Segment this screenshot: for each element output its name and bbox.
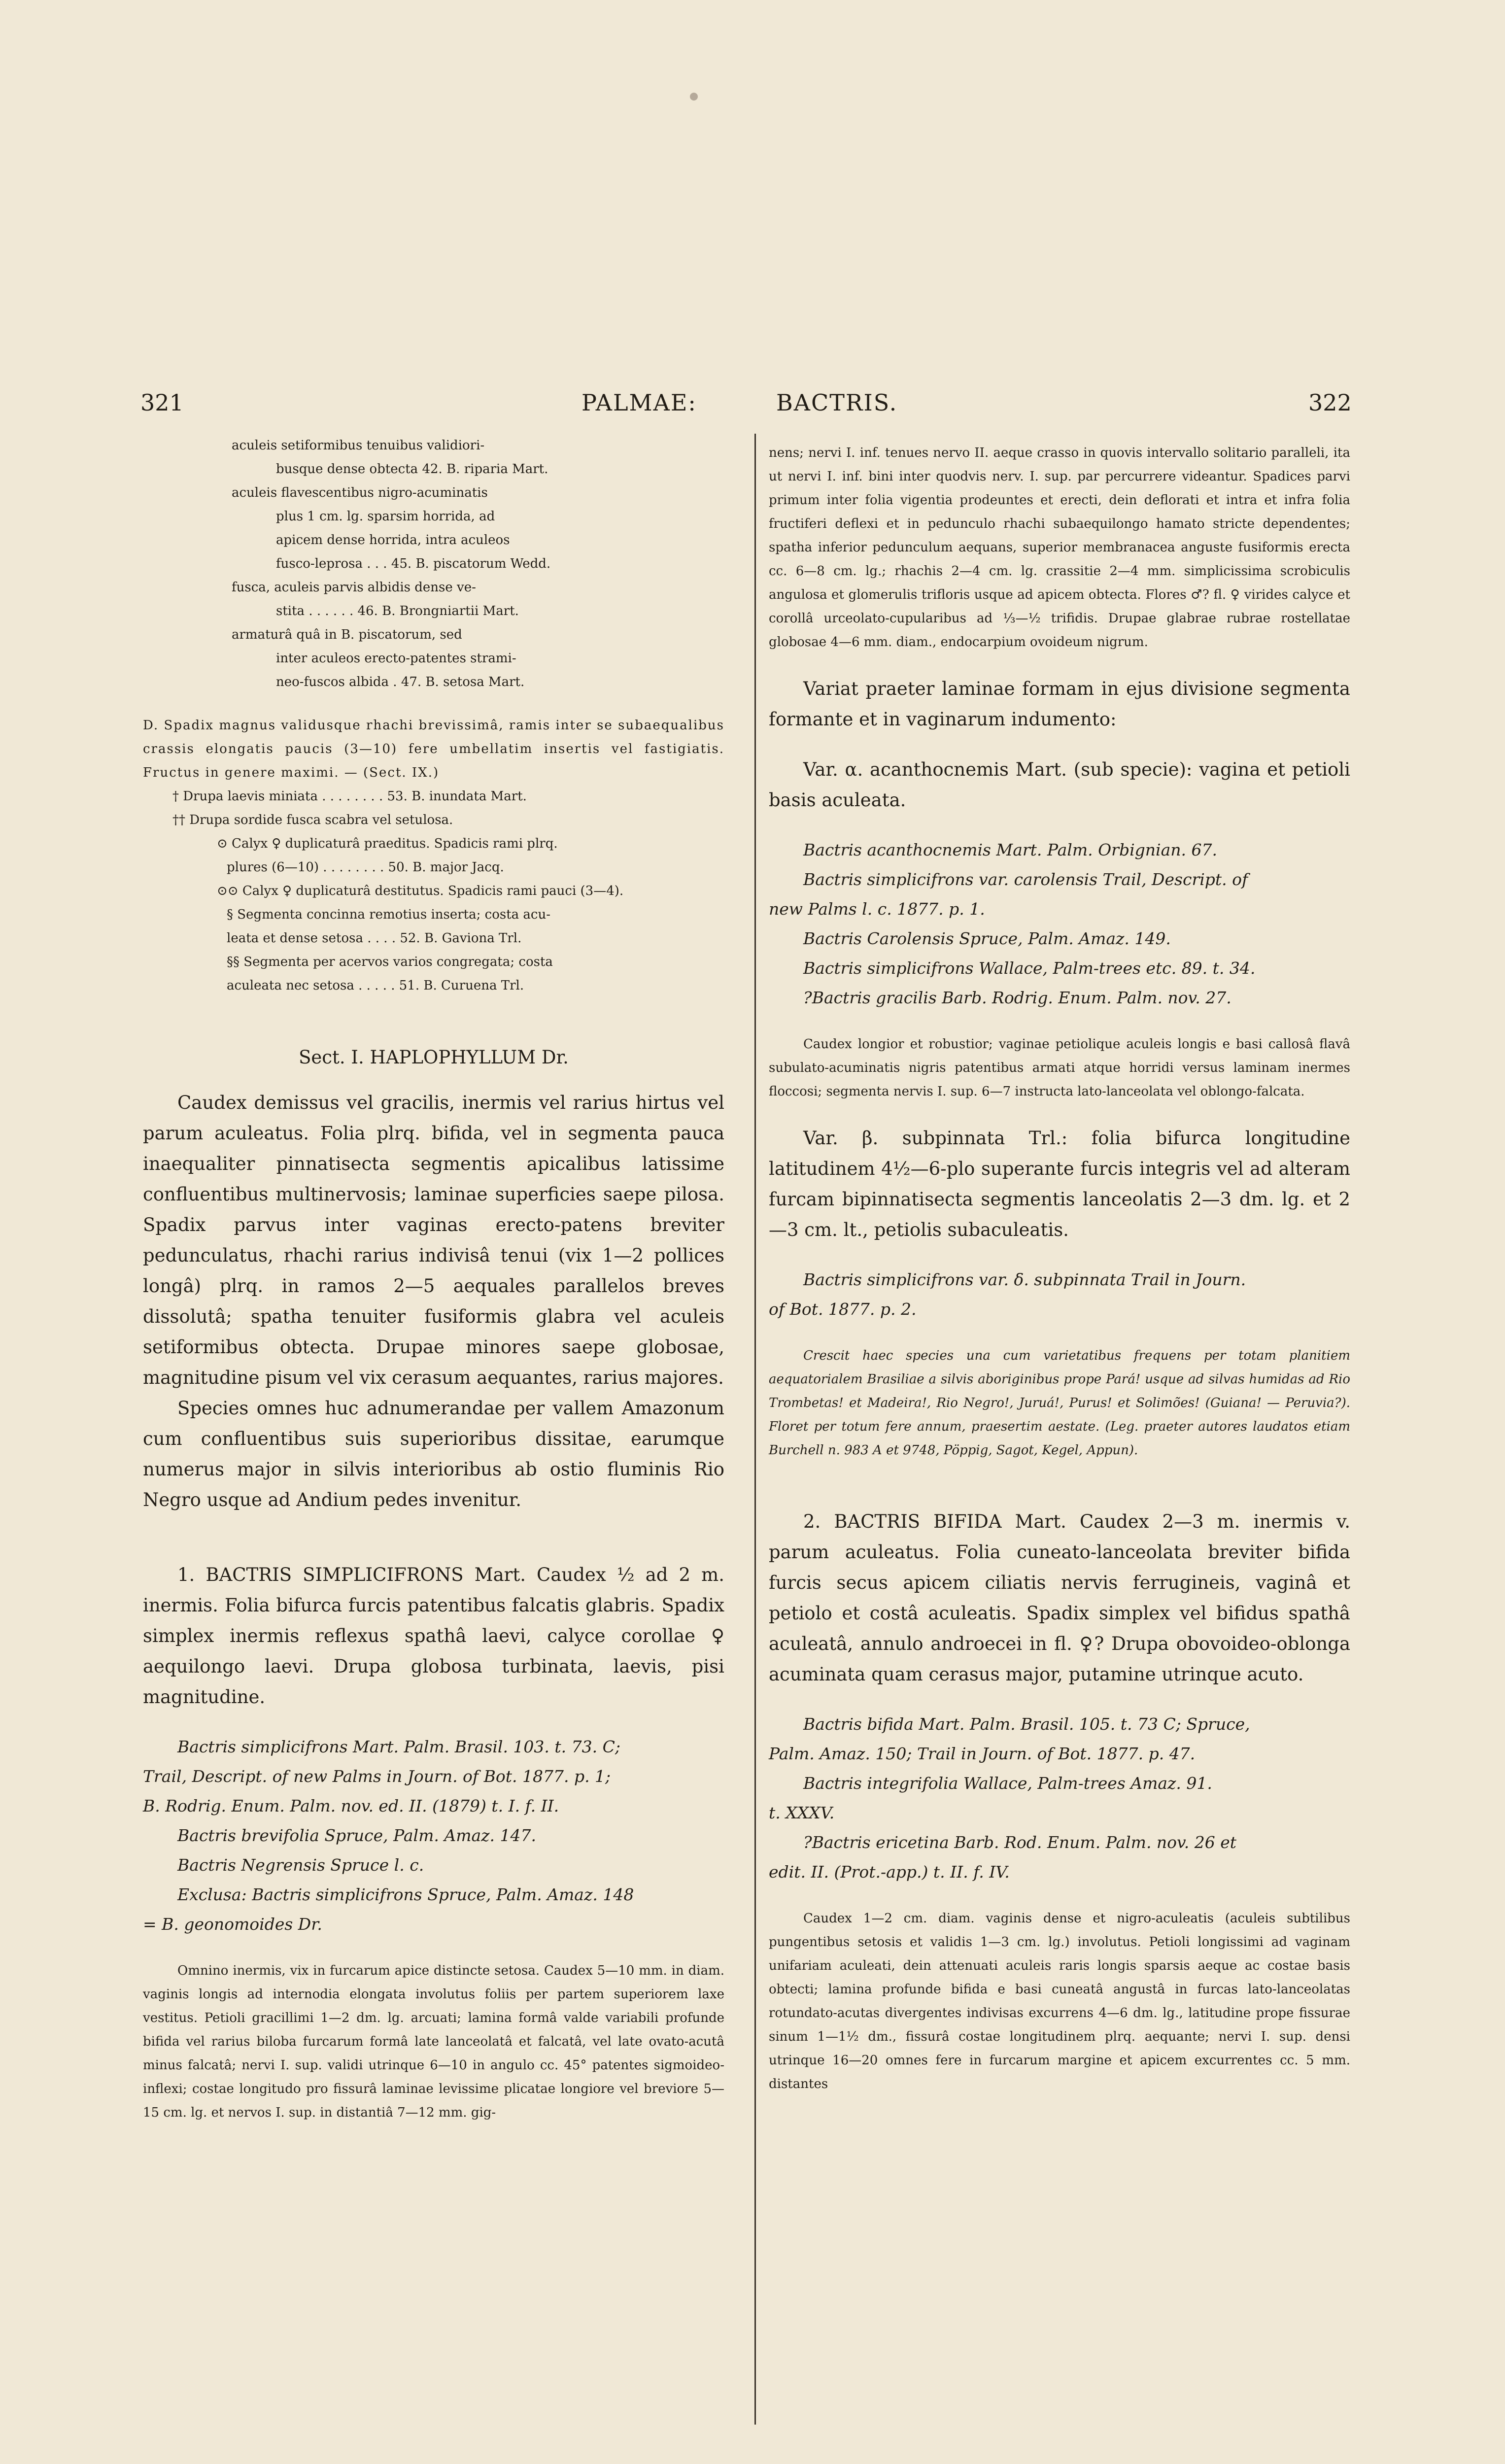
species-2-synonyms [769,1710,1350,1887]
synonym-line: new Palms l. c. 1877. p. 1. [769,899,985,919]
variety-alpha-synonyms [769,835,1350,1013]
species-2-diagnosis: 2. BACTRIS BIFIDA Mart. Caudex 2—3 m. inermis v. parum aculeatus. Folia cuneato-lanceolata breviter bifida furcis secus apicem ciliatis nervis ferrugineis, vaginâ et petiolo et costâ aculeatis. Spadix simplex vel bifidus spathâ aculeatâ, annulo androecei in fl. ♀? Drupa obovoideo-oblonga acuminata quam cerasus major, putamine utrinque acuto. [769,1511,1350,1685]
running-title-left: PALMAE: [581,389,697,416]
section-heading: Sect. I. HAPLOPHYLLUM Dr. [299,1047,569,1068]
left-column [143,434,724,2124]
key-line: †† Drupa sordide fusca scabra vel setulosa. [172,813,453,827]
spacer [769,1690,1350,1710]
synonym-line: Bactris simplicifrons Mart. Palm. Brasil. 103. t. 73. C; [177,1737,620,1756]
variety-beta-synonyms [769,1265,1350,1324]
synonym-line: = B. geonomoides Dr. [143,1915,322,1934]
synonym-line: Bactris simplicifrons Wallace, Palm-trees etc. 89. t. 34. [803,958,1256,978]
species-1-description-cont: nens; nervi I. inf. tenues nervo II. aeque crasso in quovis intervallo solitario paralleli, ita ut nervi I. inf. bini inter quodvis nerv. I. sup. par percurrere videantur. Spadices parvi primum inter folia vigentia prodeuntes et erecti, dein deflorati et intra et infra folia fructiferi deflexi et in pedunculo rhachi subaequilongo hamato stricte dependentes; spatha inferior pedunculum aequans, superior membranacea anguste fusiformis erecta cc. 6—8 cm. lg.; rhachis 2—4 cm. lg. crassitie 2—4 mm. simplicissima scrobiculis angulosa et glomerulis trifloris usque ad apicem obtecta. Flores ♂? fl. ♀ virides calyce et corollâ urceolato-cupularibus ad ⅓—½ trifidis. Drupae glabrae rubrae rostellatae globosae 4—6 mm. diam., endocarpium ovoideum nigrum. [769,445,1350,650]
synonym-line: Palm. Amaz. 150; Trail in Journ. of Bot. 1877. p. 47. [769,1744,1196,1763]
species-1-diagnosis: 1. BACTRIS SIMPLICIFRONS Mart. Caudex ½ ad 2 m. inermis. Folia bifurca furcis patentibus falcatis glabris. Spadix simplex inermis reflexus spathâ laevi, calyce corollae ♀ aequilongo laevi. Drupa globosa turbinata, laevis, pisi magnitudine. [143,1564,724,1708]
key-line: ⊙⊙ Calyx ♀ duplicaturâ destitutus. Spadicis rami pauci (3—4). [217,884,624,898]
spacer [769,1324,1350,1344]
key-line: apicem dense horrida, intra aculeos [276,533,510,548]
key-line: aculeis flavescentibus nigro-acuminatis [232,485,488,500]
key-line: plus 1 cm. lg. sparsim horrida, ad [276,509,495,524]
synonym-line: of Bot. 1877. p. 2. [769,1300,917,1319]
key-block [143,434,724,694]
column-divider [754,434,756,2425]
key-line: † Drupa laevis miniata . . . . . . . . 53. B. inundata Mart. [172,789,527,804]
key-line: leata et dense setosa . . . . 52. B. Gaviona Trl. [227,931,522,946]
spacer [769,816,1350,835]
synonym-line: Bactris integrifolia Wallace, Palm-trees Amaz. 91. [803,1774,1212,1793]
synonym-line: t. XXXV. [769,1803,835,1822]
key-line: § Segmenta concinna remotius inserta; costa acu- [227,907,550,922]
spacer [143,1515,724,1560]
key-line: aculeis setiformibus tenuibus validiori- [232,438,485,453]
key-d: D. Spadix magnus validusque rhachi brevissimâ, ramis inter se subaequalibus crassis elongatis paucis (3—10) fere umbellatim insertis vel fastigiatis. Fructus in genere maximi. — (Sect. IX.) [143,718,724,780]
spacer [769,1245,1350,1265]
pencil-mark [690,93,698,101]
synonym-line: Exclusa: Bactris simplicifrons Spruce, Palm. Amaz. 148 [177,1885,634,1904]
synonym-line: Bactris simplicifrons var. δ. subpinnata Trail in Journ. [803,1270,1246,1289]
variety-alpha: Var. α. acanthocnemis Mart. (sub specie): vagina et petioli basis aculeata. [769,759,1350,811]
key-line: fusco-leprosa . . . 45. B. piscatorum Wedd. [276,556,551,571]
variety-alpha-description: Caudex longior et robustior; vaginae petiolique aculeis longis e basi callosâ flavâ subulato-acuminatis nigris patentibus armati atque horridi versus laminam inermes floccosi; segmenta nervis I. sup. 6—7 instructa lato-lanceolata vel oblongo-falcata. [769,1037,1350,1099]
species-1-synonyms [143,1732,724,1939]
left-page-number: 321 [140,389,184,416]
synonym-line: Bactris brevifolia Spruce, Palm. Amaz. 147. [177,1826,537,1845]
synonym-line: Bactris Negrensis Spruce l. c. [177,1855,424,1875]
section-distribution: Species omnes huc adnumerandae per vallem Amazonum cum confluentibus suis superioribus dissitae, earumque numerus major in silvis interioribus ab ostio fluminis Rio Negro usque ad Andium pedes invenitur. [143,1398,724,1510]
key-line: inter aculeos erecto-patentes strami- [276,651,516,666]
spacer [769,735,1350,754]
key-line: plures (6—10) . . . . . . . . 50. B. major Jacq. [227,860,504,875]
spacer [769,1103,1350,1123]
spacer [769,1013,1350,1032]
species-2-description: Caudex 1—2 cm. diam. vaginis dense et nigro-aculeatis (aculeis subtilibus pungentibus setosis et validis 1—3 cm. lg.) involutus. Petioli longissimi ad vaginam unifariam aculeati, dein attenuati aculeis raris longis sparsis aeque ac costae basis obtecti; lamina profunde bifida e basi cuneatâ angustâ in furcas lato-lanceolatas rotundato-acutas divergentes indivisas excurrens 4—6 dm. lg., latitudine prope fissurae sinum 1—1½ dm., fissurâ costae longitudinem plrq. aequante; nervi I. sup. densi utrinque 16—20 omnes fere in furcarum margine et apicem excurrentes cc. 5 mm. distantes [769,1911,1350,2091]
key-line: fusca, aculeis parvis albidis dense ve- [232,580,476,595]
spacer [143,694,724,714]
synonym-line: Bactris acanthocnemis Mart. Palm. Orbignian. 67. [803,840,1217,859]
key-line: ⊙ Calyx ♀ duplicaturâ praeditus. Spadicis rami plrq. [217,836,558,851]
key-line: aculeata nec setosa . . . . . 51. B. Curuena Trl. [227,978,524,993]
spacer [769,1462,1350,1506]
key-line: §§ Segmenta per acervos varios congregata; costa [227,955,553,969]
variat-intro: Variat praeter laminae formam in ejus divisione segmenta formante et in vaginarum indumento: [769,678,1350,730]
variety-beta: Var. β. subpinnata Trl.: folia bifurca longitudine latitudinem 4½—6-plo superante furcis integris vel ad alteram furcam bipinnatisecta segmentis lanceolatis 2—3 dm. lg. et 2—3 cm. lt., petiolis subaculeatis. [769,1128,1350,1240]
synonym-line: ?Bactris ericetina Barb. Rod. Enum. Palm. nov. 26 et [803,1833,1237,1852]
running-title-right: BACTRIS. [776,389,898,416]
key-line: stita . . . . . . 46. B. Brongniartii Mart. [276,604,519,618]
right-page-number: 322 [1308,389,1352,416]
spacer [143,1939,724,1959]
synonym-line: ?Bactris gracilis Barb. Rodrig. Enum. Palm. nov. 27. [803,988,1231,1007]
spacer [769,1887,1350,1907]
spacer [143,1712,724,1732]
habitat: Crescit haec species una cum varietatibus frequens per totam planitiem aequatorialem Brasiliae a silvis aboriginibus prope Pará! usque ad silvas humidas ad Rio Trombetas! et Madeira!, Rio Negro!, Juruá!, Purus! et Solimões! (Guiana! — Peruvia?). Floret per totum fere annum, praesertim aestate. (Leg. praeter autores laudatos etiam Burchell n. 983 A et 9748, Pöppig, Sagot, Kegel, Appun). [769,1348,1350,1458]
synonym-line: Trail, Descript. of new Palms in Journ. of Bot. 1877. p. 1; [143,1767,611,1786]
synonym-line: edit. II. (Prot.-app.) t. II. f. IV. [769,1862,1010,1882]
synonym-line: Bactris simplicifrons var. carolensis Trail, Descript. of [803,870,1248,889]
key-line: neo-fuscos albida . 47. B. setosa Mart. [276,675,525,689]
synonym-line: Bactris Carolensis Spruce, Palm. Amaz. 149. [803,929,1171,948]
synonym-line: Bactris bifida Mart. Palm. Brasil. 105. t. 73 C; Spruce, [803,1714,1250,1734]
key-line: armaturâ quâ in B. piscatorum, sed [232,627,462,642]
section-description: Caudex demissus vel gracilis, inermis vel rarius hirtus vel parum aculeatus. Folia plrq. bifida, vel in segmenta pauca inaequaliter pinnatisecta segmentis apicalibus latissime confluentibus multinervosis; laminae superficies saepe pilosa. Spadix parvus inter vaginas erecto-patens breviter pedunculatus, rhachi rarius indivisâ tenui (vix 1—2 pollices longâ) plrq. in ramos 2—5 aequales parallelos breves dissolutâ; spatha tenuiter fusiformis glabra vel aculeis setiformibus obtecta. Drupae minores saepe globosae, magnitudine pisum vel vix cerasum aequantes, rarius majores. [143,1092,724,1388]
key-line: busque dense obtecta 42. B. riparia Mart. [276,462,548,477]
right-column [769,441,1350,2096]
spacer [769,654,1350,674]
species-1-description: Omnino inermis, vix in furcarum apice distincte setosa. Caudex 5—10 mm. in diam. vaginis longis ad internodia elongata involutus foliis per partem superiorem laxe vestitus. Petioli gracillimi 1—2 dm. lg. arcuati; lamina formâ valde variabili profunde bifida vel rarius biloba furcarum formâ late lanceolatâ et falcatâ, vel late ovato-acutâ minus falcatâ; nervi I. sup. validi utrinque 6—10 in angulo cc. 45° patentes sigmoideo-inflexi; costae longitudo pro fissurâ laminae levissime plicatae longiore vel breviore 5—15 cm. lg. et nervos I. sup. in distantiâ 7—12 mm. gig- [143,1963,724,2120]
key-d-block [143,785,724,997]
synonym-line: B. Rodrig. Enum. Palm. nov. ed. II. (1879) t. I. f. II. [143,1796,559,1815]
